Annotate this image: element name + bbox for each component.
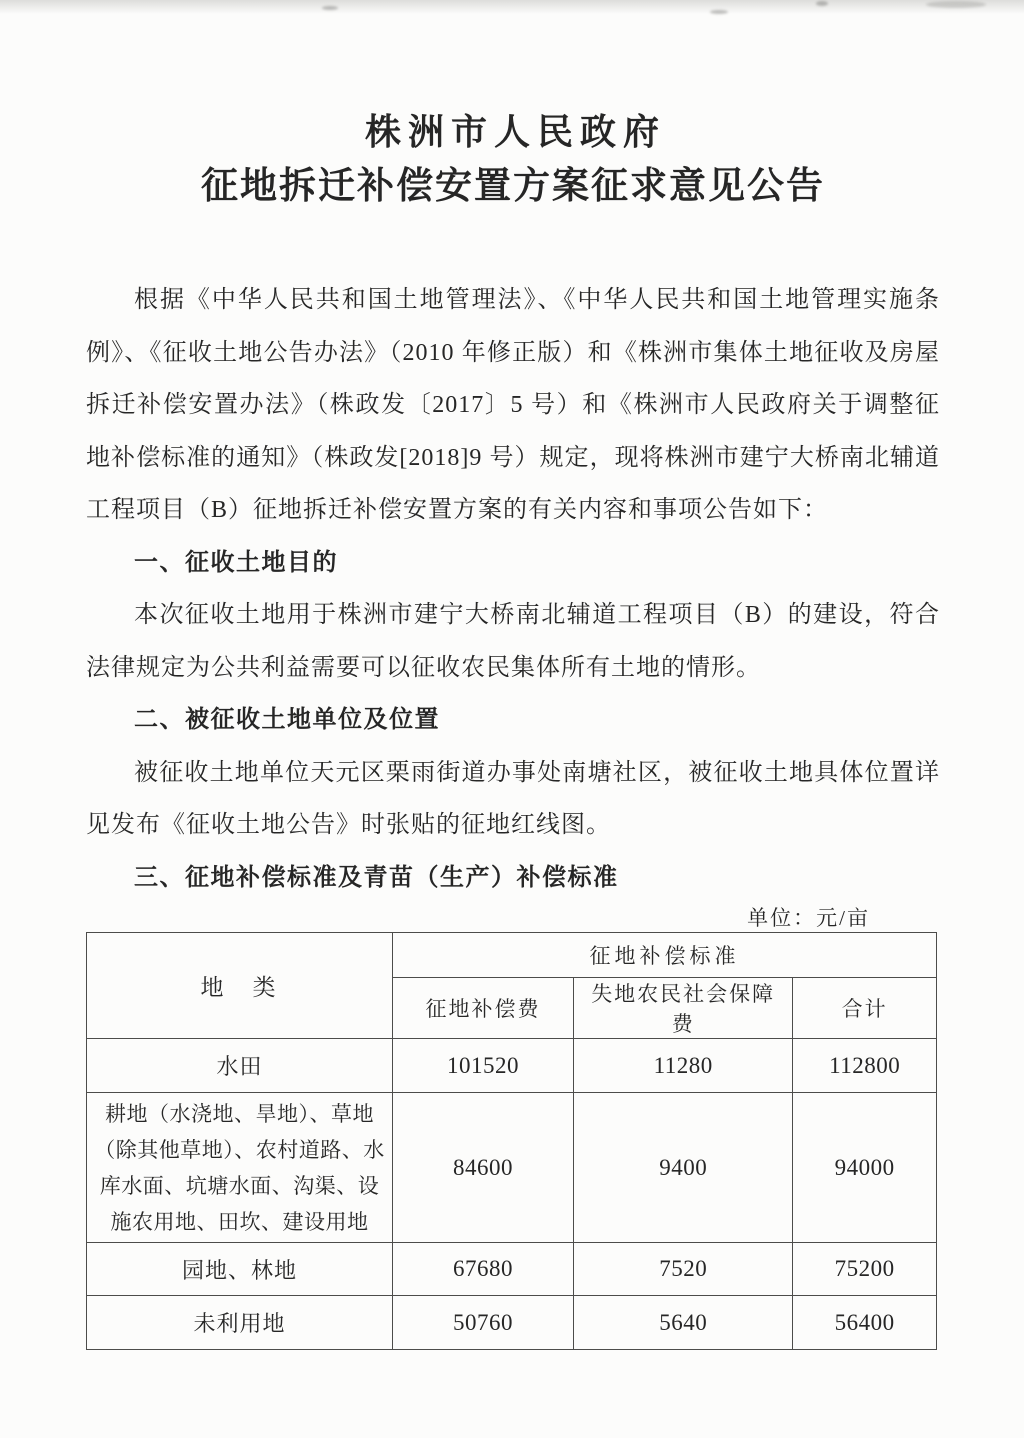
table-unit-label: 单位：元/亩 xyxy=(747,906,870,930)
page-title-line1: 株洲市人民政府 xyxy=(364,112,666,152)
compensation-value: 50760 xyxy=(393,1296,574,1350)
land-type-cell: 未利用地 xyxy=(87,1296,393,1350)
compensation-value: 84600 xyxy=(393,1093,574,1243)
land-type-cell: 园地、林地 xyxy=(87,1243,393,1296)
table-header-land-type: 地 类 xyxy=(87,933,393,1039)
document-title xyxy=(0,0,1024,216)
table-row-garden-forest xyxy=(87,1243,937,1296)
table-header-compensation-fee: 征地补偿费 xyxy=(393,978,574,1039)
total-value: 112800 xyxy=(793,1039,937,1093)
table-header-total: 合计 xyxy=(793,978,937,1039)
intro-paragraph: 根据《中华人民共和国土地管理法》、《中华人民共和国土地管理实施条例》、《征收土地公告办法》（2010 年修正版）和《株洲市集体土地征收及房屋拆迁补偿安置办法》（株政发〔2017〕5 号）和《株洲市人民政府关于调整征地补偿标准的通知》（株政发[2018]9 号）规定，现将株洲市建宁大桥南北辅道工程项目（B）征地拆迁补偿安置方案的有关内容和事项公告如下： xyxy=(86,287,940,523)
document-body xyxy=(86,274,940,1350)
total-value: 94000 xyxy=(793,1093,937,1243)
table-row-unused-land xyxy=(87,1296,937,1350)
social-security-value: 5640 xyxy=(574,1296,793,1350)
compensation-value: 101520 xyxy=(393,1039,574,1093)
section-heading-1: 一、征收土地目的 xyxy=(134,549,338,576)
social-security-value: 9400 xyxy=(574,1093,793,1243)
total-value: 56400 xyxy=(793,1296,937,1350)
compensation-value: 67680 xyxy=(393,1243,574,1296)
section-heading-3: 三、征地补偿标准及青苗（生产）补偿标准 xyxy=(134,864,619,891)
social-security-value: 7520 xyxy=(574,1243,793,1296)
section-body-1: 本次征收土地用于株洲市建宁大桥南北辅道工程项目（B）的建设，符合法律规定为公共利益需要可以征收农民集体所有土地的情形。 xyxy=(86,602,940,681)
land-type-cell: 耕地（水浇地、旱地）、草地（除其他草地）、农村道路、水库水面、坑塘水面、沟渠、设施农用地、田坎、建设用地 xyxy=(87,1093,393,1243)
section-heading-2: 二、被征收土地单位及位置 xyxy=(134,707,440,733)
table-header-social-security-fee: 失地农民社会保障费 xyxy=(574,978,793,1039)
section-body-2: 被征收土地单位天元区栗雨街道办事处南塘社区，被征收土地具体位置详见发布《征收土地公告》时张贴的征地红线图。 xyxy=(86,759,940,838)
total-value: 75200 xyxy=(793,1243,937,1296)
table-header-standard-group: 征地补偿标准 xyxy=(393,933,937,978)
social-security-value: 11280 xyxy=(574,1039,793,1093)
table-header-row-1 xyxy=(87,933,937,978)
table-row-cultivated-land xyxy=(87,1093,937,1243)
table-row-paddy-field xyxy=(87,1039,937,1093)
page-title-line2: 征地拆迁补偿安置方案征求意见公告 xyxy=(201,166,825,207)
compensation-table xyxy=(86,932,937,1350)
land-type-cell: 水田 xyxy=(87,1039,393,1093)
